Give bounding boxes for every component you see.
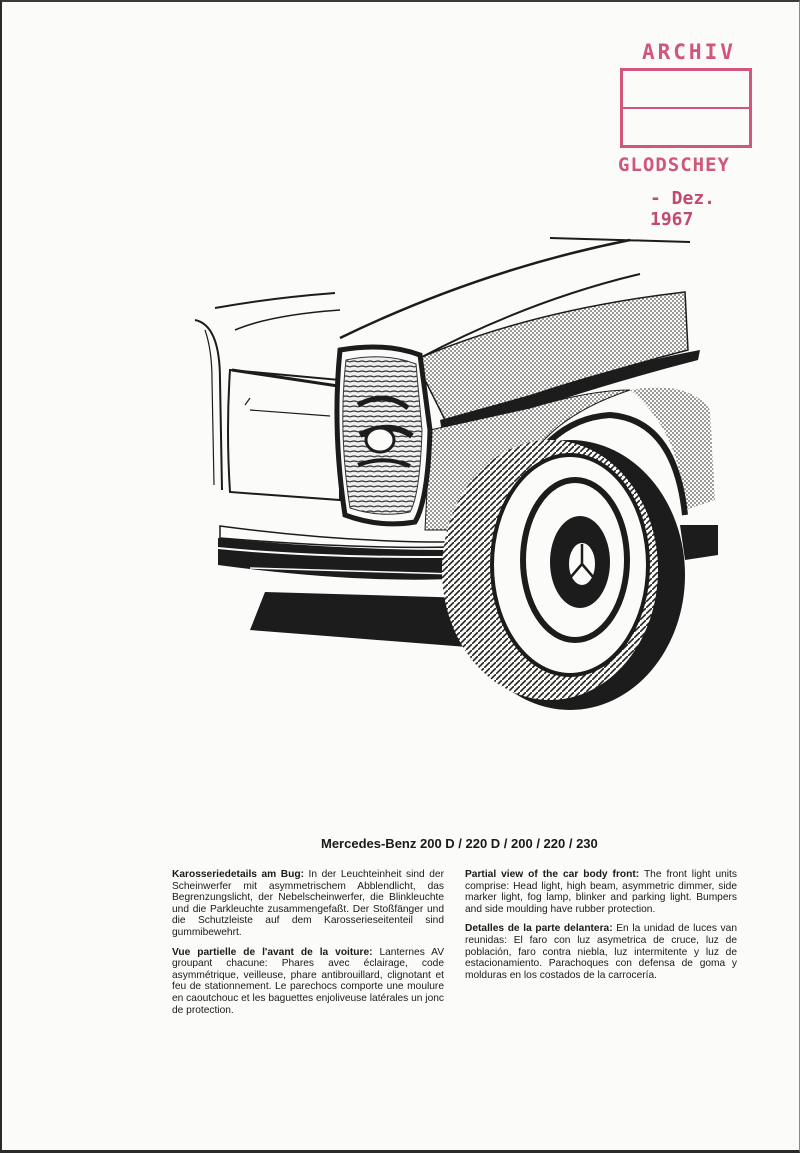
stamp-name: GLODSCHEY [618,154,730,176]
spanish-text: En la unidad de luces van reunidas: El faro con luz asymetrica de cruce, luz de población, faro contra niebla, luz intermitente y luz de estacionamiento. Parachoques con defensa de goma y molduras en los costados de la carrocería. [465,923,737,981]
stamp-box [620,68,752,148]
french-title: Vue partielle de l'avant de la voiture: [172,946,373,958]
german-text: In der Leuchteinheit sind der Scheinwerfer mit asymmetrischem Abblendlicht, das Begrenzungslicht, der Nebelscheinwerfer, die Blinkleuchte und die Parkleuchte zusammengefaßt. Der Stoßfänger und die Schutzleiste auf dem Karosserieseitenteil sind gummibewehrt. [172,869,444,938]
spanish-title: Detalles de la parte delantera: [465,923,613,935]
english-text: The front light units comprise: Head light, high beam, asymmetric dimmer, side marker light, fog lamp, blinker and parking light. Bumpers and side moulding have rubber protection. [465,869,737,915]
german-paragraph [172,869,444,939]
car-front-illustration [190,230,730,720]
right-column [465,869,737,989]
stamp-date: - Dez. 1967 [650,188,716,230]
spanish-paragraph [465,923,737,981]
archive-stamp [612,38,762,230]
model-heading: Mercedes-Benz 200 D / 220 D / 200 / 220 / 230 [321,836,598,851]
english-paragraph [465,869,737,915]
stamp-title: ARCHIV [642,40,736,64]
left-column [172,869,444,1024]
french-text: Lanternes AV groupant chacune: Phares avec éclairage, code asymmétrique, veilleuse, phare antibrouillard, clignotant et feu de stationnement. Le parechocs comporte une moulure en caoutchouc et les baguettes enjoliveuse latérales un jonc de protection. [172,946,444,1016]
german-title: Karosseriedetails am Bug: [172,869,304,880]
french-paragraph [172,947,444,1017]
english-title: Partial view of the car body front: [465,869,640,880]
